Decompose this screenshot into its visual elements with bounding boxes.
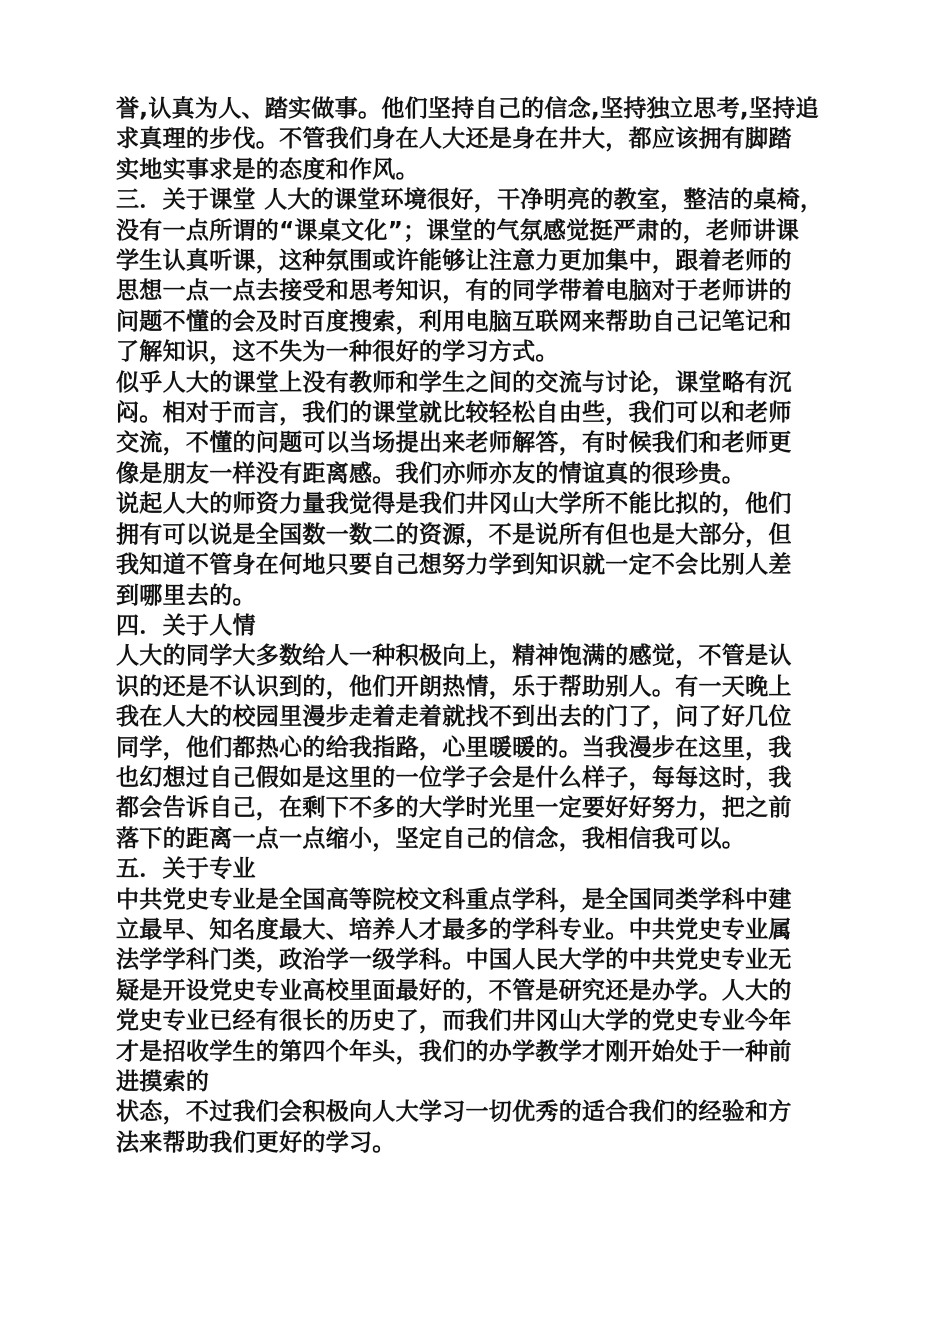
text-line: 说起人大的师资力量我觉得是我们井冈山大学所不能比拟的，他们 — [116, 491, 792, 518]
text-line: 进摸索的 — [116, 1069, 210, 1095]
text-line: 到哪里去的。 — [116, 582, 256, 609]
text-line: 似乎人大的课堂上没有教师和学生之间的交流与讨论，课堂略有沉 — [116, 369, 792, 396]
text-line: 思想一点一点去接受和思考知识，有的同学带着电脑对于老师讲的 — [116, 278, 792, 305]
text-line: 立最早、知名度最大、培养人才最多的学科专业。中共党史专业属 — [116, 916, 792, 943]
text-line: 也幻想过自己假如是这里的一位学子会是什么样子，每每这时，我 — [116, 764, 792, 791]
text-line: 誉,认真为人、踏实做事。他们坚持自己的信念,坚持独立思考,坚持追 — [116, 96, 819, 122]
text-line: 了解知识，这不失为一种很好的学习方式。 — [116, 339, 559, 366]
text-line: 我知道不管身在何地只要自己想努力学到知识就一定不会比别人差 — [116, 552, 792, 579]
section-heading-people: 四．关于人情 — [116, 612, 256, 639]
text-line: 中共党史专业是全国高等院校文科重点学科，是全国同类学科中建 — [116, 886, 792, 913]
text-line: 学生认真听课，这种氛围或许能够让注意力更加集中，跟着老师的 — [116, 248, 792, 275]
text-line: 像是朋友一样没有距离感。我们亦师亦友的情谊真的很珍贵。 — [116, 460, 746, 487]
text-line: 闷。相对于而言，我们的课堂就比较轻松自由些，我们可以和老师 — [116, 400, 792, 427]
text-line: 落下的距离一点一点缩小，坚定自己的信念，我相信我可以。 — [116, 825, 746, 852]
text-line: 疑是开设党史专业高校里面最好的，不管是研究还是办学。人大的 — [116, 977, 792, 1004]
section-heading-classroom: 三．关于课堂 人大的课堂环境很好，干净明亮的教室，整洁的桌椅， — [116, 187, 824, 214]
text-line: 实地实事求是的态度和作风。 — [116, 156, 419, 183]
text-line: 党史专业已经有很长的历史了，而我们井冈山大学的党史专业今年 — [116, 1008, 792, 1035]
text-line: 同学，他们都热心的给我指路，心里暖暖的。当我漫步在这里，我 — [116, 734, 792, 761]
text-line: 求真理的步伐。不管我们身在人大还是身在井大，都应该拥有脚踏 — [116, 126, 792, 153]
document-page — [116, 94, 846, 1158]
text-line: 没有一点所谓的“课桌文化”；课堂的气氛感觉挺严肃的，老师讲课 — [116, 217, 800, 244]
text-line: 拥有可以说是全国数一数二的资源，不是说所有但也是大部分，但 — [116, 521, 792, 548]
text-line: 状态，不过我们会积极向人大学习一切优秀的适合我们的经验和方 — [116, 1099, 792, 1126]
text-line: 才是招收学生的第四个年头，我们的办学教学才刚开始处于一种前 — [116, 1038, 792, 1065]
text-line: 问题不懂的会及时百度搜索，利用电脑互联网来帮助自己记笔记和 — [116, 308, 792, 335]
text-line: 法学学科门类，政治学一级学科。中国人民大学的中共党史专业无 — [116, 947, 792, 974]
section-heading-major: 五．关于专业 — [116, 856, 256, 883]
text-line: 交流，不懂的问题可以当场提出来老师解答，有时候我们和老师更 — [116, 430, 792, 457]
text-line: 识的还是不认识到的，他们开朗热情，乐于帮助别人。有一天晚上 — [116, 673, 792, 700]
text-line: 人大的同学大多数给人一种积极向上，精神饱满的感觉，不管是认 — [116, 643, 792, 670]
text-line: 都会告诉自己，在剩下不多的大学时光里一定要好好努力，把之前 — [116, 795, 792, 822]
text-line: 法来帮助我们更好的学习。 — [116, 1129, 396, 1156]
text-line: 我在人大的校园里漫步走着走着就找不到出去的门了，问了好几位 — [116, 704, 792, 731]
